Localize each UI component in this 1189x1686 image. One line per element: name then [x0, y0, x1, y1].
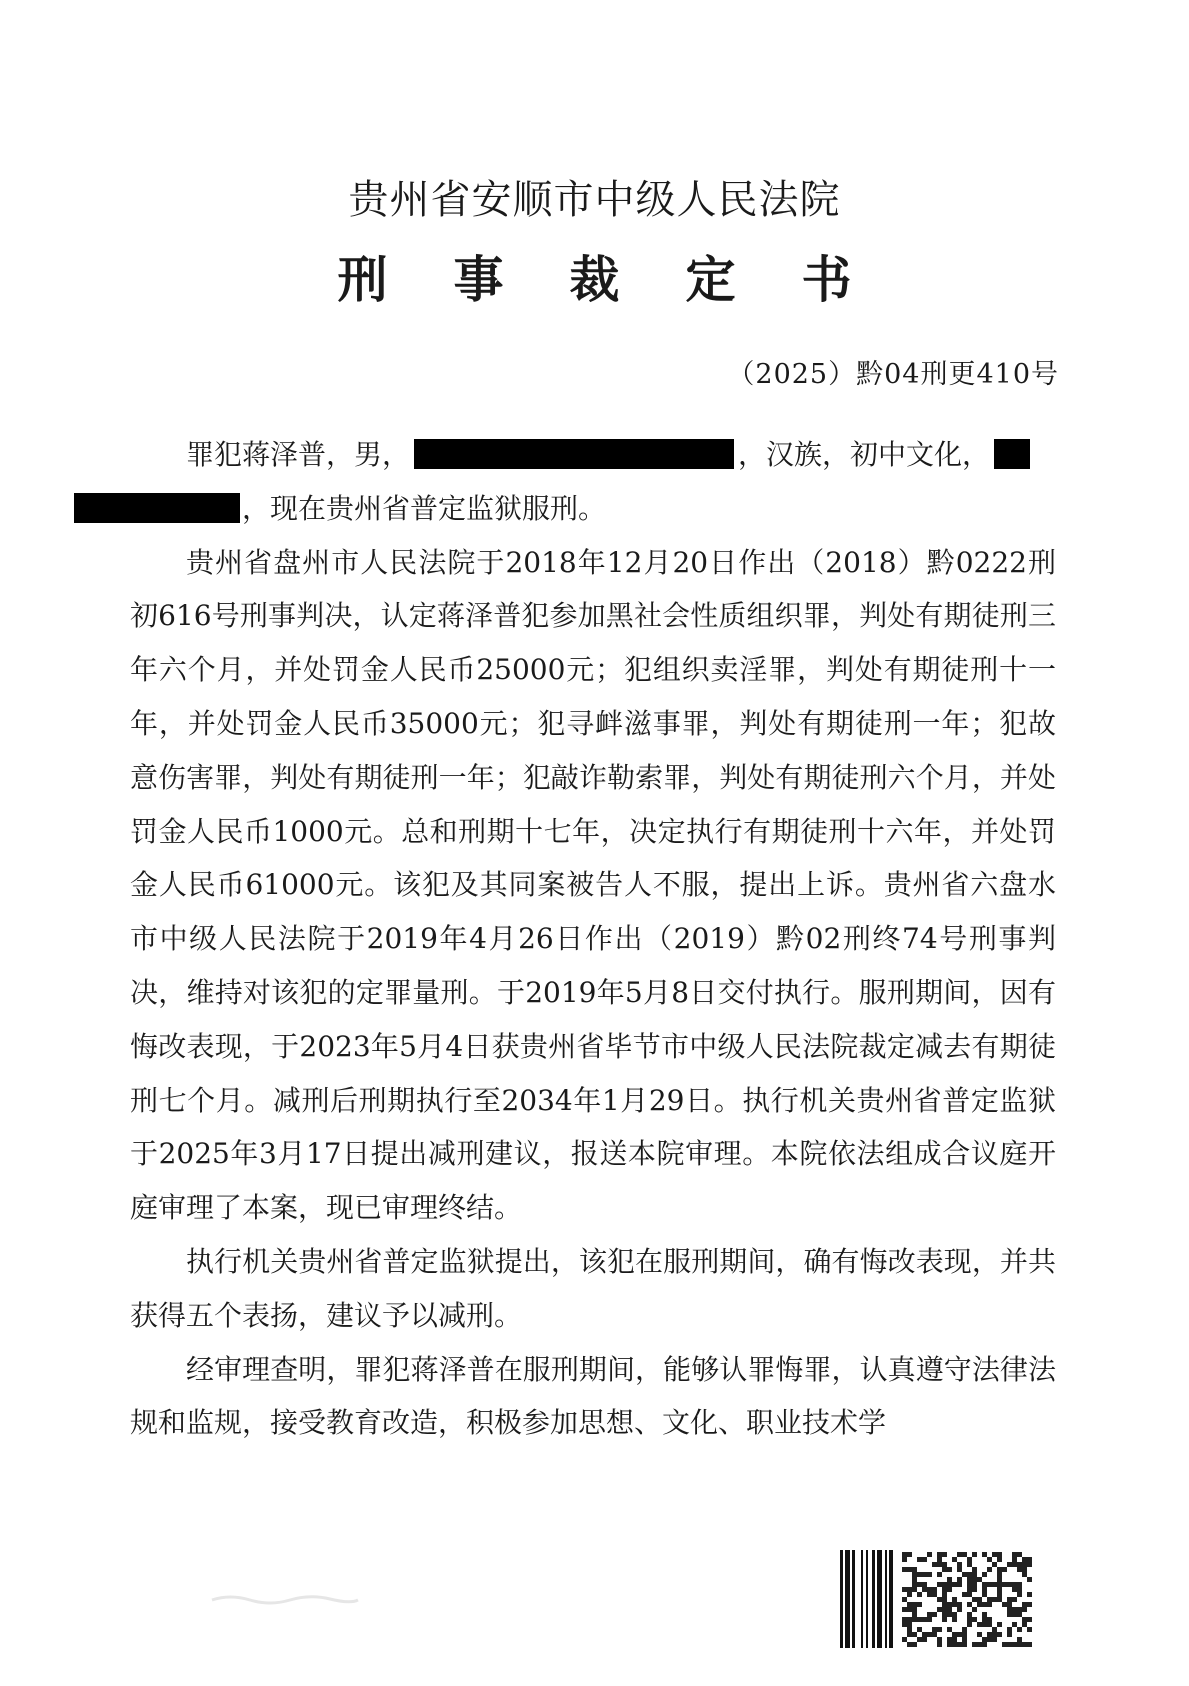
paragraph-proposal: 执行机关贵州省普定监狱提出，该犯在服刑期间，确有悔改表现，并共获得五个表扬，建议予以减刑。 [130, 1244, 1056, 1332]
doctype-char: 裁 [569, 250, 620, 309]
redaction-bar [414, 439, 734, 469]
case-number: （2025）黔04刑更410号 [727, 359, 1059, 390]
document-body [130, 428, 1056, 1450]
redaction-bar [994, 439, 1030, 469]
doctype-char: 定 [685, 250, 736, 309]
defendant-location: ，现在贵州省普定监狱服刑。 [242, 491, 607, 525]
paragraph-findings: 经审理查明，罪犯蒋泽普在服刑期间，能够认罪悔罪，认真遵守法律法规和监规，接受教育改造，积极参加思想、文化、职业技术学 [130, 1352, 1056, 1440]
doctype-char: 事 [453, 250, 504, 309]
redaction-bar [74, 493, 240, 523]
barcode-icon [840, 1550, 1056, 1648]
doctype-char: 书 [801, 250, 852, 309]
paragraph-defendant [130, 428, 1056, 536]
court-name: 贵州省安顺市中级人民法院 [348, 177, 841, 223]
defendant-ethnicity: ，汉族，初中文化， [738, 438, 991, 471]
paragraph-history: 贵州省盘州市人民法院于2018年12月20日作出（2018）黔0222刑初616号刑事判决，认定蒋泽普犯参加黑社会性质组织罪，判处有期徒刑三年六个月，并处罚金人民币25000元；犯组织卖淫罪，判处有期徒刑十一年，并处罚金人民币35000元；犯寻衅滋事罪，判处有期徒刑一年；犯故意伤害罪，判处有期徒刑一年；犯敲诈勒索罪，判处有期徒刑六个月，并处罚金人民币1000元。总和刑期十七年，决定执行有期徒刑十六年，并处罚金人民币61000元。该犯及其同案被告人不服，提出上诉。贵州省六盘水市中级人民法院于2019年4月26日作出（2019）黔02刑终74号刑事判决，维持对该犯的定罪量刑。于2019年5月8日交付执行。服刑期间，因有悔改表现，于2023年5月4日获贵州省毕节市中级人民法院裁定减去有期徒刑七个月。减刑后刑期执行至2034年1月29日。执行机关贵州省普定监狱于2025年3月17日提出减刑建议，报送本院审理。本院依法组成合议庭开庭审理了本案，现已审理终结。 [130, 545, 1056, 1225]
defendant-intro: 罪犯蒋泽普，男， [186, 438, 411, 471]
doctype-char: 刑 [337, 250, 388, 309]
document-type-title [0, 240, 1189, 312]
faint-mark [210, 1588, 360, 1608]
